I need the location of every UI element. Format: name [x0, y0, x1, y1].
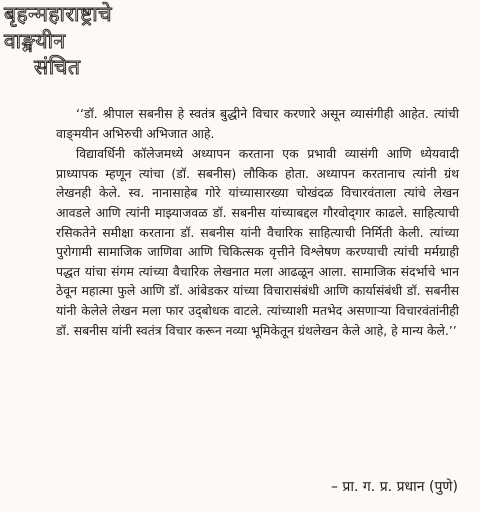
testimonial-quote — [56, 104, 459, 340]
logo-line-1: बृहन्महाराष्ट्राचे — [4, 2, 113, 26]
logo-line-2: वाङ्मयीन — [4, 29, 66, 53]
logo-line-3: संचित — [34, 55, 81, 79]
quote-paragraph-1: ‘‘डॉ. श्रीपाल सबनीस हे स्वतंत्र बुद्धीने विचार करणारे असून व्यासंगीही आहेत. त्यांची वाङ्‌मयीन अभिरुची अभिजात आहे. — [56, 106, 459, 141]
quote-paragraph-2: विद्यावर्धिनी कॉलेजमध्ये अध्यापन करताना एक प्रभावी व्यासंगी आणि ध्येयवादी प्राध्यापक म्हणून त्यांचा (डॉ. सबनीस) लौकिक होता. अध्यापन करतानाच त्यांनी ग्रंथ लेखनही केले. स्व. नानासाहेब गोरे यांच्यासारख्या चोखंदळ विचारवंताला त्यांचे लेखन आवडले आणि त्यांनी माझ्याजवळ डॉ. सबनीस यांच्याबद्दल गौरवोद्‌गार काढले. साहित्याची रसिकतेने समीक्षा करताना डॉ. सबनीस यांनी वैचारिक साहित्याची निर्मिती केली. त्यांच्या पुरोगामी सामाजिक जाणिवा आणि चिकित्सक वृत्तीने विश्लेषण करण्याची त्यांची मर्मग्राही पद्धत यांचा संगम त्यांच्या वैचारिक लेखनात मला आढळून आला. सामाजिक संदर्भाचे भान ठेवून महात्मा फुले आणि डॉ. आंबेडकर यांच्या विचारासंबंधी आणि कार्यासंबंधी डॉ. सबनीस यांनी केलेले लेखन मला फार उद्‌बोधक वाटले. त्यांच्याशी मतभेद असणाऱ्या विचारवंतांनीही डॉ. सबनीस यांनी स्वतंत्र विचार करून नव्या भूमिकेतून ग्रंथलेखन केले आहे, हे मान्य केले.’’ — [56, 146, 459, 338]
quote-attribution: – प्रा. ग. प्र. प्रधान (पुणे) — [330, 479, 458, 495]
publisher-logo — [4, 2, 154, 82]
